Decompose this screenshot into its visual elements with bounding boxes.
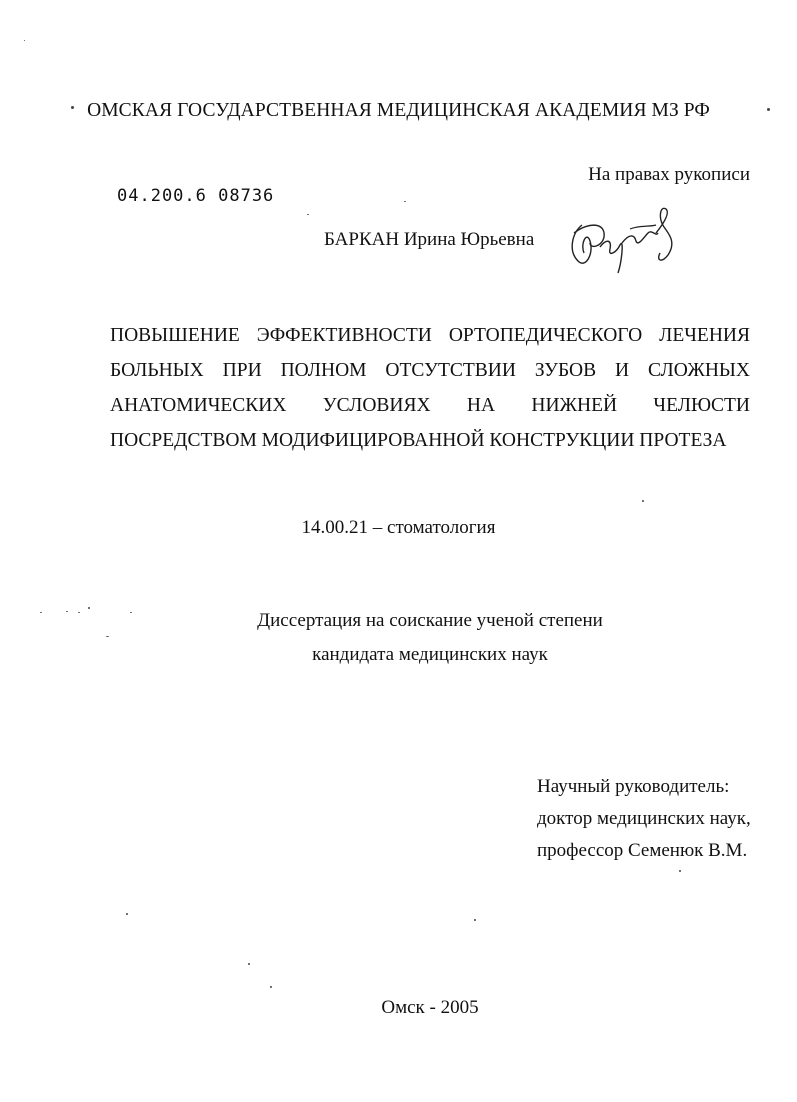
supervisor-degree: доктор медицинских наук, [537,808,751,829]
dissertation-purpose-line1: Диссертация на соискание ученой степени [257,610,603,631]
scan-speck [106,636,109,637]
scan-speck [78,612,80,613]
archive-stamp: 04.200.6 08736 [117,186,275,206]
title-line: АНАТОМИЧЕСКИХ УСЛОВИЯХ НА НИЖНЕЙ ЧЕЛЮСТИ [110,395,750,416]
place-and-year: Омск - 2005 [381,997,479,1018]
scan-speck [307,214,309,215]
scan-speck [404,201,406,202]
scan-speck [679,870,681,872]
scan-speck [126,913,128,915]
scan-speck [24,40,25,41]
scan-speck [270,986,272,988]
author-signature [560,203,690,283]
supervisor-label: Научный руководитель: [537,776,730,797]
scan-speck [248,963,250,965]
supervisor-name: профессор Семенюк В.М. [537,840,748,861]
scan-speck [474,919,476,921]
scan-speck [71,106,74,109]
scan-speck [767,108,770,111]
scan-speck [88,607,90,609]
scan-speck [66,611,68,612]
author-name: БАРКАН Ирина Юрьевна [324,229,535,250]
academy-name: ОМСКАЯ ГОСУДАРСТВЕННАЯ МЕДИЦИНСКАЯ АКАДЕМИЯ МЗ РФ [87,100,710,121]
specialty-code: 14.00.21 – стоматология [301,517,496,538]
title-line: БОЛЬНЫХ ПРИ ПОЛНОМ ОТСУТСТВИИ ЗУБОВ И СЛОЖНЫХ [110,360,750,381]
dissertation-title [110,318,750,458]
title-line: ПОВЫШЕНИЕ ЭФФЕКТИВНОСТИ ОРТОПЕДИЧЕСКОГО ЛЕЧЕНИЯ [110,325,750,346]
rights-note: На правах рукописи [588,164,750,185]
scan-speck [642,500,644,502]
title-line: ПОСРЕДСТВОМ МОДИФИЦИРОВАННОЙ КОНСТРУКЦИИ ПРОТЕЗА [110,430,727,451]
scan-speck [40,612,42,613]
scan-speck [130,612,132,613]
dissertation-purpose-line2: кандидата медицинских наук [312,644,548,665]
